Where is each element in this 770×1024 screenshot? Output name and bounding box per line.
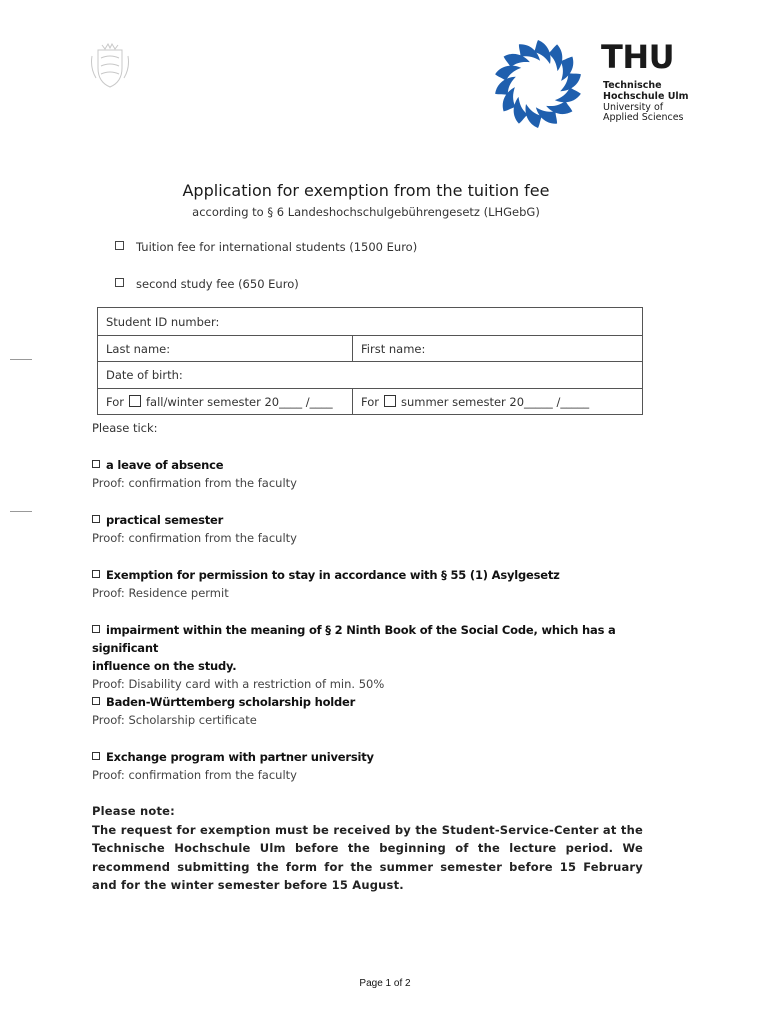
fold-mark [10, 511, 32, 512]
exemption-proof: Proof: confirmation from the faculty [92, 531, 297, 545]
exemption-heading: Baden-Württemberg scholarship holder [106, 695, 356, 709]
exemption-item-asylum[interactable] [92, 566, 652, 602]
fall-semester-checkbox[interactable] [129, 395, 141, 407]
last-name-field[interactable] [98, 336, 353, 362]
logo-wordmark: THU [601, 38, 675, 76]
logo-line-2: Hochschule Ulm [603, 91, 689, 102]
checkbox-icon[interactable] [115, 241, 124, 250]
checkbox-icon[interactable] [92, 460, 100, 468]
logo-line-1: Technische [603, 80, 662, 91]
for-label: For [361, 394, 379, 409]
fee-option-label: second study fee (650 Euro) [136, 277, 299, 291]
fold-mark [10, 359, 32, 360]
logo-line-4: Applied Sciences [603, 112, 684, 123]
student-id-label: Student ID number: [106, 314, 220, 329]
logo-blade [526, 104, 543, 128]
page-number: Page 1 of 2 [359, 978, 411, 989]
last-name-label: Last name: [106, 341, 171, 356]
fee-option-label: Tuition fee for international students (1500 Euro) [136, 240, 418, 254]
exemption-heading: impairment within the meaning of § 2 Ninth Book of the Social Code, which has a significant [92, 623, 616, 655]
exemption-proof: Proof: Residence permit [92, 586, 229, 600]
fee-option-second-study[interactable] [115, 277, 299, 291]
thu-logo-icon [490, 36, 586, 132]
please-note-body: The request for exemption must be received by the Student-Service-Center at the Technische Hochschule Ulm before the beginning of the lecture period. We recommend submitting the form for the summer semester before 15 February and for the winter semester before 15 August. [92, 822, 643, 892]
coat-of-arms-icon [88, 42, 132, 90]
checkbox-icon[interactable] [92, 515, 100, 523]
checkbox-icon[interactable] [92, 625, 100, 633]
exemption-proof: Proof: Disability card with a restriction of min. 50% [92, 677, 385, 691]
date-of-birth-field[interactable] [98, 362, 643, 389]
exemption-proof: Proof: Scholarship certificate [92, 713, 257, 727]
checkbox-icon[interactable] [115, 278, 124, 287]
exemption-heading: Exchange program with partner university [106, 750, 374, 764]
exemption-item-impairment[interactable] [92, 621, 652, 693]
document-subtitle: according to § 6 Landeshochschulgebührengesetz (LHGebG) [192, 205, 540, 219]
exemption-heading: Exemption for permission to stay in accordance with § 55 (1) Asylgesetz [106, 568, 560, 582]
exemption-proof: Proof: confirmation from the faculty [92, 768, 297, 782]
summer-semester-field[interactable] [353, 389, 643, 415]
first-name-label: First name: [361, 341, 426, 356]
student-id-field[interactable] [98, 308, 643, 336]
exemption-proof: Proof: confirmation from the faculty [92, 476, 297, 490]
checkbox-icon[interactable] [92, 697, 100, 705]
please-note-heading: Please note: [92, 804, 175, 818]
date-of-birth-label: Date of birth: [106, 368, 183, 382]
exemption-heading: a leave of absence [106, 458, 224, 472]
first-name-field[interactable] [353, 336, 643, 362]
exemption-heading: practical semester [106, 513, 224, 527]
logo-blade [534, 40, 551, 64]
fall-semester-label: fall/winter semester 20____ /____ [145, 394, 333, 409]
logo-line-3: University of [603, 102, 664, 113]
summer-semester-checkbox[interactable] [384, 395, 396, 407]
checkbox-icon[interactable] [92, 752, 100, 760]
checkbox-icon[interactable] [92, 570, 100, 578]
fee-option-international[interactable] [115, 240, 417, 254]
summer-semester-label: summer semester 20_____ /_____ [400, 394, 590, 409]
exemption-item-scholarship[interactable] [92, 693, 652, 729]
student-info-table [97, 307, 643, 415]
fall-semester-field[interactable] [98, 389, 353, 415]
document-title: Application for exemption from the tuition fee [182, 181, 550, 200]
exemption-item-leave[interactable] [92, 456, 652, 492]
please-tick-label: Please tick: [92, 421, 158, 435]
for-label: For [106, 394, 124, 409]
exemption-item-practical[interactable] [92, 511, 652, 547]
exemption-heading-continued: influence on the study. [92, 659, 237, 673]
exemption-item-exchange[interactable] [92, 748, 652, 784]
please-note-section [92, 802, 643, 895]
